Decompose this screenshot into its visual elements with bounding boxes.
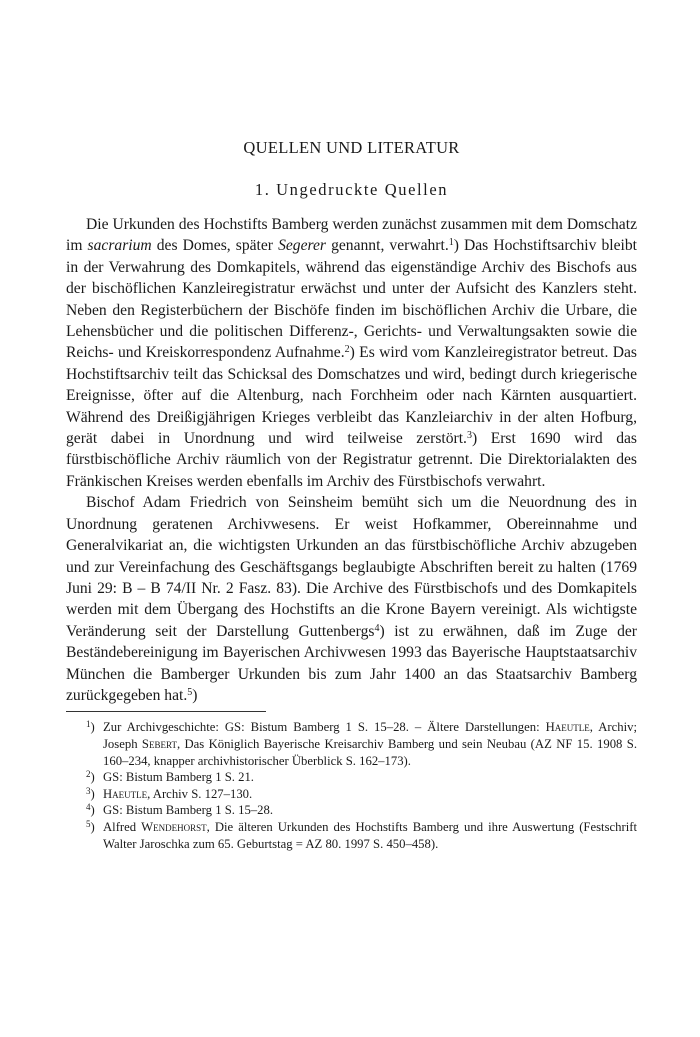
footnote-4: $^4$) GS: Bistum Bamberg 1 S. 15–28.	[86, 802, 274, 818]
footnote-divider	[66, 711, 266, 712]
page-content	[66, 138, 637, 852]
footnote-list	[66, 719, 637, 852]
footnote-ref-3[interactable]: 3	[466, 430, 472, 442]
section-heading: 1. Ungedruckte Quellen	[254, 180, 449, 199]
term-sacrarium: sacrarium	[87, 237, 152, 255]
footnote-ref-2[interactable]: 2	[344, 344, 350, 356]
page-title: QUELLEN UND LITERATUR	[243, 138, 460, 157]
footnote-5: $^5$) Alfred Wendehorst, Die älteren Urkunden des Hochstifts Bamberg und ihre Auswertung (Festschrift Walter Jaroschka zum 65. Geburtstag = AZ 80. 1997 S. 450–458).	[86, 818, 637, 851]
footnote-3: $^3$) Haeutle, Archiv S. 127–130.	[86, 785, 253, 801]
footnote-ref-1[interactable]: 1	[448, 237, 454, 249]
body-paragraph-2: Bischof Adam Friedrich von Seinsheim bemüht sich um die Neuordnung des in Unordnung geratenen Archivwesens. Er weist Hofkammer, Obereinnahme und Generalvikariat an, die wichtigsten Urkunden an das fürstbischöfliche Archiv abzugeben und zur Vereinfachung des Geschäftsgangs beglaubigte Abschriften bereit zu halten (1769 Juni 29: B – B 74/II Nr. 2 Fasz. 83). Die Archive des Fürstbischofs und des Domkapitels werden mit dem Übergang des Hochstifts an die Krone Bayern vereinigt. Als wichtigste Veränderung seit der Darstellung Guttenbergs$^4$) ist zu erwähnen, daß im Zuge der Beständebereinigung im Bayerischen Archivwesen 1993 das Bayerische Hauptstaatsarchiv München die Bamberger Urkunden bis zum Jahr 1400 an das Staatsarchiv Bamberg zurückgegeben hat.$^5$)	[66, 494, 637, 704]
footnote-1: $^1$) Zur Archivgeschichte: GS: Bistum Bamberg 1 S. 15–28. – Ältere Darstellungen: Haeutle, Archiv; Joseph Sebert, Das Königlich Bayerische Kreisarchiv Bamberg und sein Neubau (AZ NF 15. 1908 S. 160–234, knapper archivhistorischer Überblick S. 162–173).	[86, 719, 637, 768]
body-paragraph-1: Die Urkunden des Hochstifts Bamberg werden zunächst zusammen mit dem Domschatz im sacrarium des Domes, später Segerer genannt, verwahrt.$^1$) Das Hochstiftsarchiv bleibt in der Verwahrung des Domkapitels, während das eigenständige Archiv des Bischofs aus der bischöflichen Kanzleiregistratur erwächst und unter der Aufsicht des Kanzlers steht. Neben den Registerbüchern der Bischöfe finden im bischöflichen Archiv die Urbare, die Lehensbücher und die politischen Differenz-, Gerichts- und Verwaltungsakten sowie die Reichs- und Kreiskorrespondenz Aufnahme.$^2$) Es wird vom Kanzleiregistrator betreut. Das Hochstiftsarchiv teilt das Schicksal des Domschatzes und wird, bedingt durch kriegerische Ereignisse, öfter auf die Altenburg, nach Forchheim oder nach Kärnten ausquartiert. Während des Dreißigjährigen Krieges verbleibt das Kanzleiarchiv in der alten Hofburg, gerät dabei in Unordnung und wird teilweise zerstört.$^3$) Erst 1690 wird das fürstbischöfliche Archiv räumlich von der Registratur getrennt. Die Direktorialakten des Fränkischen Kreises werden ebenfalls im Archiv des Fürstbischofs verwahrt.	[66, 216, 637, 490]
term-segerer: Segerer	[278, 237, 326, 255]
footnote-ref-5[interactable]: 5	[187, 686, 193, 698]
footnote-ref-4[interactable]: 4	[374, 622, 380, 634]
footnote-2: $^2$) GS: Bistum Bamberg 1 S. 21.	[86, 769, 254, 785]
